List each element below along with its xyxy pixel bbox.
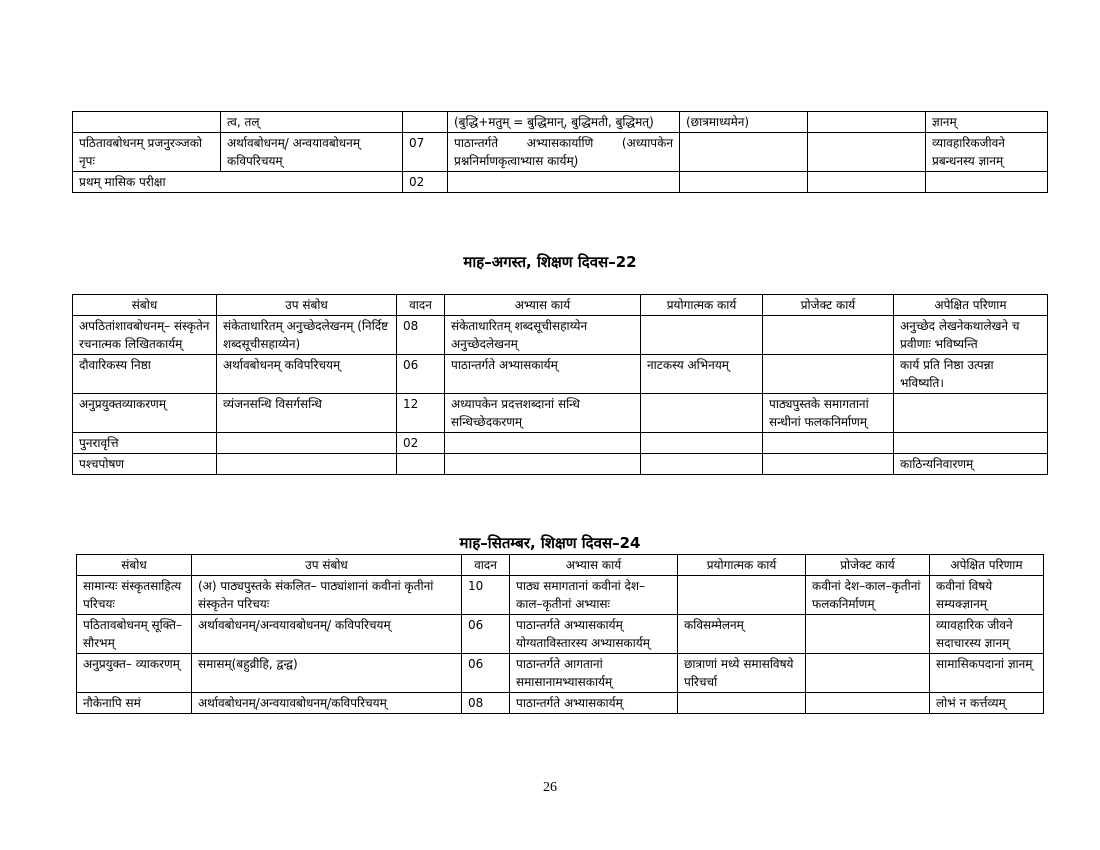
table-cell: अर्थावबोधनम्/अन्वयावबोधनम्/ कविपरिचयम् xyxy=(192,615,462,654)
table-row xyxy=(73,394,1048,433)
column-header: उप संबोध xyxy=(217,295,397,316)
table-cell: व्यावहारिकजीवने प्रबन्धनस्य ज्ञानम् xyxy=(926,133,1048,172)
table-cell: 08 xyxy=(462,693,510,714)
table-cell: पाठान्तर्गते अभ्यासकार्यम् योग्यताविस्तारस्य अभ्यासकार्यम् xyxy=(510,615,678,654)
table-cell: पठितावबोधनम् प्रजनुरञ्जको नृपः xyxy=(73,133,221,172)
table-cell xyxy=(680,133,808,172)
table-cell: कवीनां देश–काल–कृतीनां फलकनिर्माणम् xyxy=(806,576,930,615)
table-row xyxy=(73,172,1048,193)
table-cell: अर्थावबोधनम्/ अन्वयावबोधनम् कविपरिचयम् xyxy=(221,133,403,172)
header-row xyxy=(77,555,1044,576)
table-cell: अनुप्रयुक्तव्याकरणम् xyxy=(73,394,217,433)
september-table-body xyxy=(77,576,1044,714)
column-header: प्रोजेक्ट कार्य xyxy=(806,555,930,576)
column-header: वादन xyxy=(397,295,445,316)
table-cell xyxy=(73,112,221,133)
table-cell: अध्यापकेन प्रदत्तशब्दानां सन्धि सन्धिच्छेदकरणम् xyxy=(445,394,641,433)
table-cell: 06 xyxy=(462,654,510,693)
table-cell: 12 xyxy=(397,394,445,433)
table-cell: पाठान्तर्गते अभ्यासकार्यम् xyxy=(445,355,641,394)
column-header: प्रोजेक्ट कार्य xyxy=(763,295,894,316)
table-cell: 02 xyxy=(397,433,445,454)
top-table-body xyxy=(73,112,1048,193)
column-header: प्रयोगात्मक कार्य xyxy=(678,555,806,576)
table-cell: छात्राणां मध्ये समासविषये परिचर्चा xyxy=(678,654,806,693)
table-cell: पुनरावृत्ति xyxy=(73,433,217,454)
table-cell xyxy=(641,394,763,433)
august-table-header xyxy=(73,295,1048,316)
table-row xyxy=(73,112,1048,133)
table-cell xyxy=(678,693,806,714)
table-cell: 06 xyxy=(397,355,445,394)
august-heading: माह–अगस्त, शिक्षण दिवस–22 xyxy=(463,253,637,271)
table-cell: अनुच्छेद लेखनेकथालेखने च प्रवीणाः भविष्यन्ति xyxy=(894,316,1048,355)
table-cell xyxy=(806,693,930,714)
table-row xyxy=(73,355,1048,394)
table-cell: कार्य प्रति निष्ठा उत्पन्ना भविष्यति। xyxy=(894,355,1048,394)
table-cell xyxy=(806,615,930,654)
column-header: अभ्यास कार्य xyxy=(445,295,641,316)
table-cell xyxy=(397,454,445,475)
august-table-body xyxy=(73,316,1048,475)
table-row xyxy=(77,615,1044,654)
table-row xyxy=(77,576,1044,615)
table-cell: त्व, तल् xyxy=(221,112,403,133)
table-cell: लोभं न कर्त्तव्यम् xyxy=(930,693,1044,714)
table-row xyxy=(73,316,1048,355)
table-cell: अनुप्रयुक्त– व्याकरणम् xyxy=(77,654,192,693)
table-cell xyxy=(806,654,930,693)
table-cell: कवीनां विषये सम्यक्ज्ञानम् xyxy=(930,576,1044,615)
table-cell: नाटकस्य अभिनयम् xyxy=(641,355,763,394)
table-cell xyxy=(403,112,448,133)
table-cell: कविसम्मेलनम् xyxy=(678,615,806,654)
table-cell: ज्ञानम् xyxy=(926,112,1048,133)
top-continuation-table xyxy=(72,111,1048,193)
table-cell xyxy=(641,433,763,454)
table-row xyxy=(77,654,1044,693)
table-cell: (छात्रमाध्यमेन) xyxy=(680,112,808,133)
table-cell xyxy=(217,433,397,454)
table-cell xyxy=(808,133,926,172)
table-cell xyxy=(926,172,1048,193)
column-header: अभ्यास कार्य xyxy=(510,555,678,576)
column-header: संबोध xyxy=(73,295,217,316)
table-cell xyxy=(763,433,894,454)
table-cell xyxy=(894,433,1048,454)
table-cell: दौवारिकस्य निष्ठा xyxy=(73,355,217,394)
table-cell: अर्थावबोधनम्/अन्वयावबोधनम्/कविपरिचयम् xyxy=(192,693,462,714)
table-cell: प्रथम् मासिक परीक्षा xyxy=(73,172,403,193)
september-heading: माह–सितम्बर, शिक्षण दिवस–24 xyxy=(459,534,641,552)
september-table-header xyxy=(77,555,1044,576)
table-cell: पाठ्यपुस्तके समागतानां सन्धीनां फलकनिर्माणम् xyxy=(763,394,894,433)
column-header: उप संबोध xyxy=(192,555,462,576)
table-cell xyxy=(217,454,397,475)
table-cell xyxy=(763,454,894,475)
table-cell xyxy=(808,112,926,133)
column-header: वादन xyxy=(462,555,510,576)
column-header: संबोध xyxy=(77,555,192,576)
table-cell: 07 xyxy=(403,133,448,172)
table-cell: पाठान्तर्गते अभ्यासकार्यम् xyxy=(510,693,678,714)
table-cell: अपठितांशावबोधनम्– संस्कृतेन रचनात्मक लिखितकार्यम् xyxy=(73,316,217,355)
table-cell xyxy=(445,433,641,454)
table-cell: पाठ्य समागतानां कवीनां देश–काल–कृतीनां अभ्यासः xyxy=(510,576,678,615)
table-cell xyxy=(763,316,894,355)
august-table xyxy=(72,294,1048,475)
table-row xyxy=(73,454,1048,475)
table-cell: व्यावहारिक जीवने सदाचारस्य ज्ञानम् xyxy=(930,615,1044,654)
table-cell xyxy=(894,394,1048,433)
table-cell: संकेताधारितम् शब्दसूचीसहाय्येन अनुच्छेदलेखनम् xyxy=(445,316,641,355)
table-cell: काठिन्यनिवारणम् xyxy=(894,454,1048,475)
table-cell xyxy=(641,454,763,475)
table-cell xyxy=(763,355,894,394)
table-cell xyxy=(641,316,763,355)
table-cell: 06 xyxy=(462,615,510,654)
table-cell: पठितावबोधनम् सूक्ति–सौरभम् xyxy=(77,615,192,654)
table-cell: 02 xyxy=(403,172,448,193)
table-cell xyxy=(808,172,926,193)
table-cell: सामान्यः संस्कृतसाहित्य परिचयः xyxy=(77,576,192,615)
table-cell: समासम्(बहुव्रीहि, द्वन्द्व) xyxy=(192,654,462,693)
table-cell xyxy=(448,172,680,193)
page-number: 26 xyxy=(543,780,557,795)
table-row xyxy=(73,433,1048,454)
table-cell: पश्चपोषण xyxy=(73,454,217,475)
table-cell: 10 xyxy=(462,576,510,615)
column-header: अपेक्षित परिणाम xyxy=(930,555,1044,576)
table-cell xyxy=(680,172,808,193)
table-cell: (बुद्धि+मतुम् = बुद्धिमान्, बुद्धिमती, बुद्धिमत्) xyxy=(448,112,680,133)
table-row xyxy=(73,133,1048,172)
column-header: अपेक्षित परिणाम xyxy=(894,295,1048,316)
table-cell: संकेताधारितम् अनुच्छेदलेखनम् (निर्दिष्ट शब्दसूचीसहाय्येन) xyxy=(217,316,397,355)
table-cell xyxy=(445,454,641,475)
table-cell: व्यंजनसन्धि विसर्गसन्धि xyxy=(217,394,397,433)
column-header: प्रयोगात्मक कार्य xyxy=(641,295,763,316)
header-row xyxy=(73,295,1048,316)
september-table xyxy=(76,554,1044,714)
table-row xyxy=(77,693,1044,714)
table-cell: पाठान्तर्गते आगतानां समासानामभ्यासकार्यम् xyxy=(510,654,678,693)
table-cell xyxy=(678,576,806,615)
table-cell: सामासिकपदानां ज्ञानम् xyxy=(930,654,1044,693)
table-cell: (अ) पाठ्यपुस्तके संकलित– पाठ्यांशानां कवीनां कृतीनां संस्कृतेन परिचयः xyxy=(192,576,462,615)
table-cell: अर्थावबोधनम् कविपरिचयम् xyxy=(217,355,397,394)
table-cell: नौकेनापि समं xyxy=(77,693,192,714)
table-cell: पाठान्तर्गते अभ्यासकार्याणि (अध्यापकेन प्रश्ननिर्माणकृत्वाभ्यास कार्यम्) xyxy=(448,133,680,172)
table-cell: 08 xyxy=(397,316,445,355)
